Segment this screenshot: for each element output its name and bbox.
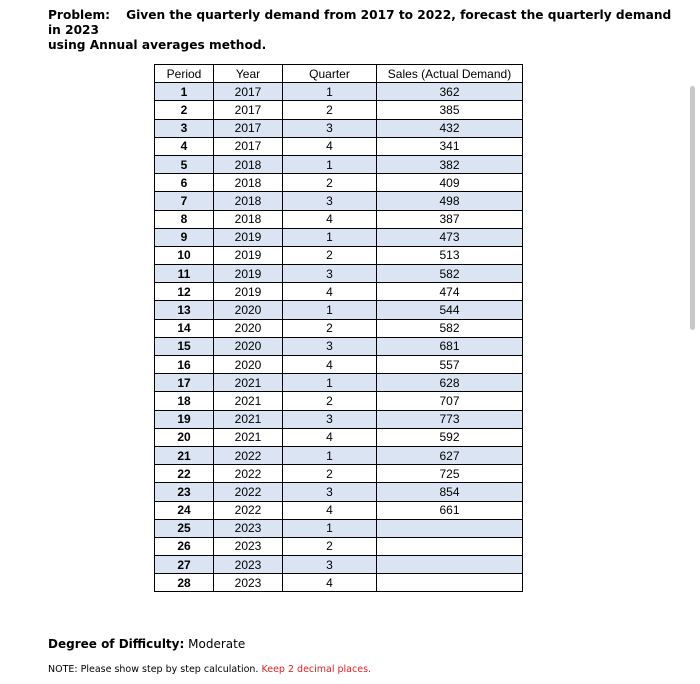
- cell-year: 2020: [214, 301, 283, 319]
- cell-year: 2023: [214, 519, 283, 537]
- table-row: [155, 465, 523, 483]
- cell-period: 26: [155, 537, 214, 555]
- table-row: [155, 537, 523, 555]
- cell-sales: 582: [377, 319, 523, 337]
- cell-quarter: 3: [283, 192, 377, 210]
- cell-year: 2018: [214, 192, 283, 210]
- cell-sales: 707: [377, 392, 523, 410]
- cell-quarter: 4: [283, 501, 377, 519]
- cell-year: 2019: [214, 228, 283, 246]
- cell-quarter: 3: [283, 483, 377, 501]
- cell-quarter: 2: [283, 465, 377, 483]
- table-row: [155, 556, 523, 574]
- note-line: [48, 664, 371, 675]
- cell-period: 3: [155, 119, 214, 137]
- table-body: [155, 83, 523, 592]
- cell-period: 15: [155, 337, 214, 355]
- cell-quarter: 1: [283, 446, 377, 464]
- cell-sales: 592: [377, 428, 523, 446]
- table-row: [155, 174, 523, 192]
- table-row: [155, 356, 523, 374]
- table-row: [155, 210, 523, 228]
- cell-year: 2020: [214, 319, 283, 337]
- cell-year: 2017: [214, 83, 283, 101]
- cell-year: 2020: [214, 337, 283, 355]
- cell-year: 2017: [214, 137, 283, 155]
- cell-quarter: 1: [283, 83, 377, 101]
- cell-quarter: 4: [283, 574, 377, 592]
- cell-period: 2: [155, 101, 214, 119]
- table-row: [155, 119, 523, 137]
- cell-sales: 498: [377, 192, 523, 210]
- table-row: [155, 265, 523, 283]
- cell-period: 17: [155, 374, 214, 392]
- table-row: [155, 283, 523, 301]
- difficulty-value: Moderate: [188, 637, 246, 651]
- cell-year: 2021: [214, 410, 283, 428]
- cell-quarter: 1: [283, 374, 377, 392]
- cell-quarter: 1: [283, 519, 377, 537]
- cell-year: 2021: [214, 392, 283, 410]
- table-row: [155, 501, 523, 519]
- cell-quarter: 3: [283, 265, 377, 283]
- cell-period: 27: [155, 556, 214, 574]
- cell-sales: 362: [377, 83, 523, 101]
- cell-year: 2018: [214, 210, 283, 228]
- cell-sales: 474: [377, 283, 523, 301]
- problem-statement: [48, 8, 678, 53]
- cell-quarter: 4: [283, 137, 377, 155]
- cell-year: 2017: [214, 119, 283, 137]
- table-row: [155, 428, 523, 446]
- cell-period: 10: [155, 246, 214, 264]
- cell-period: 19: [155, 410, 214, 428]
- cell-quarter: 2: [283, 174, 377, 192]
- cell-year: 2023: [214, 574, 283, 592]
- cell-sales: 725: [377, 465, 523, 483]
- header-quarter: Quarter: [283, 65, 377, 83]
- difficulty-line: [48, 637, 245, 651]
- cell-period: 5: [155, 155, 214, 173]
- cell-quarter: 2: [283, 101, 377, 119]
- difficulty-label: Degree of Difficulty:: [48, 637, 185, 651]
- cell-quarter: 2: [283, 392, 377, 410]
- table-row: [155, 101, 523, 119]
- cell-quarter: 3: [283, 556, 377, 574]
- cell-period: 25: [155, 519, 214, 537]
- note-text: NOTE: Please show step by step calculation.: [48, 664, 259, 675]
- table-row: [155, 446, 523, 464]
- cell-period: 11: [155, 265, 214, 283]
- cell-year: 2018: [214, 155, 283, 173]
- cell-year: 2019: [214, 246, 283, 264]
- cell-year: 2023: [214, 537, 283, 555]
- table-header-row: [155, 65, 523, 83]
- cell-sales: 628: [377, 374, 523, 392]
- cell-sales: [377, 556, 523, 574]
- cell-sales: 681: [377, 337, 523, 355]
- cell-sales: 385: [377, 101, 523, 119]
- cell-year: 2019: [214, 283, 283, 301]
- cell-year: 2019: [214, 265, 283, 283]
- cell-period: 14: [155, 319, 214, 337]
- cell-year: 2017: [214, 101, 283, 119]
- cell-quarter: 3: [283, 337, 377, 355]
- cell-period: 13: [155, 301, 214, 319]
- cell-period: 28: [155, 574, 214, 592]
- cell-year: 2023: [214, 556, 283, 574]
- problem-label: Problem:: [48, 8, 111, 22]
- cell-period: 20: [155, 428, 214, 446]
- note-highlight: Keep 2 decimal places.: [261, 664, 372, 675]
- cell-year: 2022: [214, 446, 283, 464]
- cell-period: 12: [155, 283, 214, 301]
- table-row: [155, 137, 523, 155]
- cell-quarter: 1: [283, 228, 377, 246]
- table-row: [155, 392, 523, 410]
- cell-quarter: 1: [283, 155, 377, 173]
- cell-sales: 627: [377, 446, 523, 464]
- problem-text-line1: Given the quarterly demand from 2017 to 2022, forecast the quarterly demand in 2023: [48, 8, 672, 37]
- cell-sales: 773: [377, 410, 523, 428]
- cell-year: 2021: [214, 428, 283, 446]
- cell-quarter: 4: [283, 210, 377, 228]
- table-row: [155, 483, 523, 501]
- header-year: Year: [214, 65, 283, 83]
- cell-period: 23: [155, 483, 214, 501]
- demand-table: [154, 64, 523, 592]
- cell-quarter: 4: [283, 428, 377, 446]
- cell-quarter: 4: [283, 283, 377, 301]
- cell-year: 2022: [214, 483, 283, 501]
- cell-year: 2022: [214, 465, 283, 483]
- cell-quarter: 2: [283, 319, 377, 337]
- cell-period: 24: [155, 501, 214, 519]
- cell-period: 8: [155, 210, 214, 228]
- table-row: [155, 228, 523, 246]
- cell-sales: 661: [377, 501, 523, 519]
- cell-year: 2020: [214, 356, 283, 374]
- table-row: [155, 337, 523, 355]
- cell-sales: 341: [377, 137, 523, 155]
- cell-quarter: 2: [283, 246, 377, 264]
- cell-year: 2022: [214, 501, 283, 519]
- cell-quarter: 3: [283, 119, 377, 137]
- cell-period: 1: [155, 83, 214, 101]
- cell-sales: 513: [377, 246, 523, 264]
- cell-sales: 382: [377, 155, 523, 173]
- cell-sales: 582: [377, 265, 523, 283]
- cell-sales: 387: [377, 210, 523, 228]
- table-row: [155, 410, 523, 428]
- cell-sales: 854: [377, 483, 523, 501]
- cell-period: 6: [155, 174, 214, 192]
- cell-period: 4: [155, 137, 214, 155]
- cell-period: 18: [155, 392, 214, 410]
- cell-sales: [377, 537, 523, 555]
- header-period: Period: [155, 65, 214, 83]
- header-sales: Sales (Actual Demand): [377, 65, 523, 83]
- table-row: [155, 155, 523, 173]
- cell-sales: 473: [377, 228, 523, 246]
- table-row: [155, 83, 523, 101]
- cell-sales: [377, 519, 523, 537]
- cell-year: 2021: [214, 374, 283, 392]
- cell-quarter: 4: [283, 356, 377, 374]
- cell-sales: 544: [377, 301, 523, 319]
- table-row: [155, 246, 523, 264]
- table-row: [155, 192, 523, 210]
- table-row: [155, 319, 523, 337]
- cell-sales: 432: [377, 119, 523, 137]
- table-row: [155, 374, 523, 392]
- cell-quarter: 2: [283, 537, 377, 555]
- cell-period: 22: [155, 465, 214, 483]
- table-row: [155, 574, 523, 592]
- table-row: [155, 301, 523, 319]
- cell-sales: 557: [377, 356, 523, 374]
- cell-period: 21: [155, 446, 214, 464]
- scrollbar-thumb[interactable]: [690, 86, 695, 330]
- cell-year: 2018: [214, 174, 283, 192]
- cell-period: 9: [155, 228, 214, 246]
- problem-text-line2: using Annual averages method.: [48, 38, 267, 52]
- cell-sales: [377, 574, 523, 592]
- cell-period: 7: [155, 192, 214, 210]
- cell-sales: 409: [377, 174, 523, 192]
- cell-quarter: 3: [283, 410, 377, 428]
- table-row: [155, 519, 523, 537]
- cell-quarter: 1: [283, 301, 377, 319]
- cell-period: 16: [155, 356, 214, 374]
